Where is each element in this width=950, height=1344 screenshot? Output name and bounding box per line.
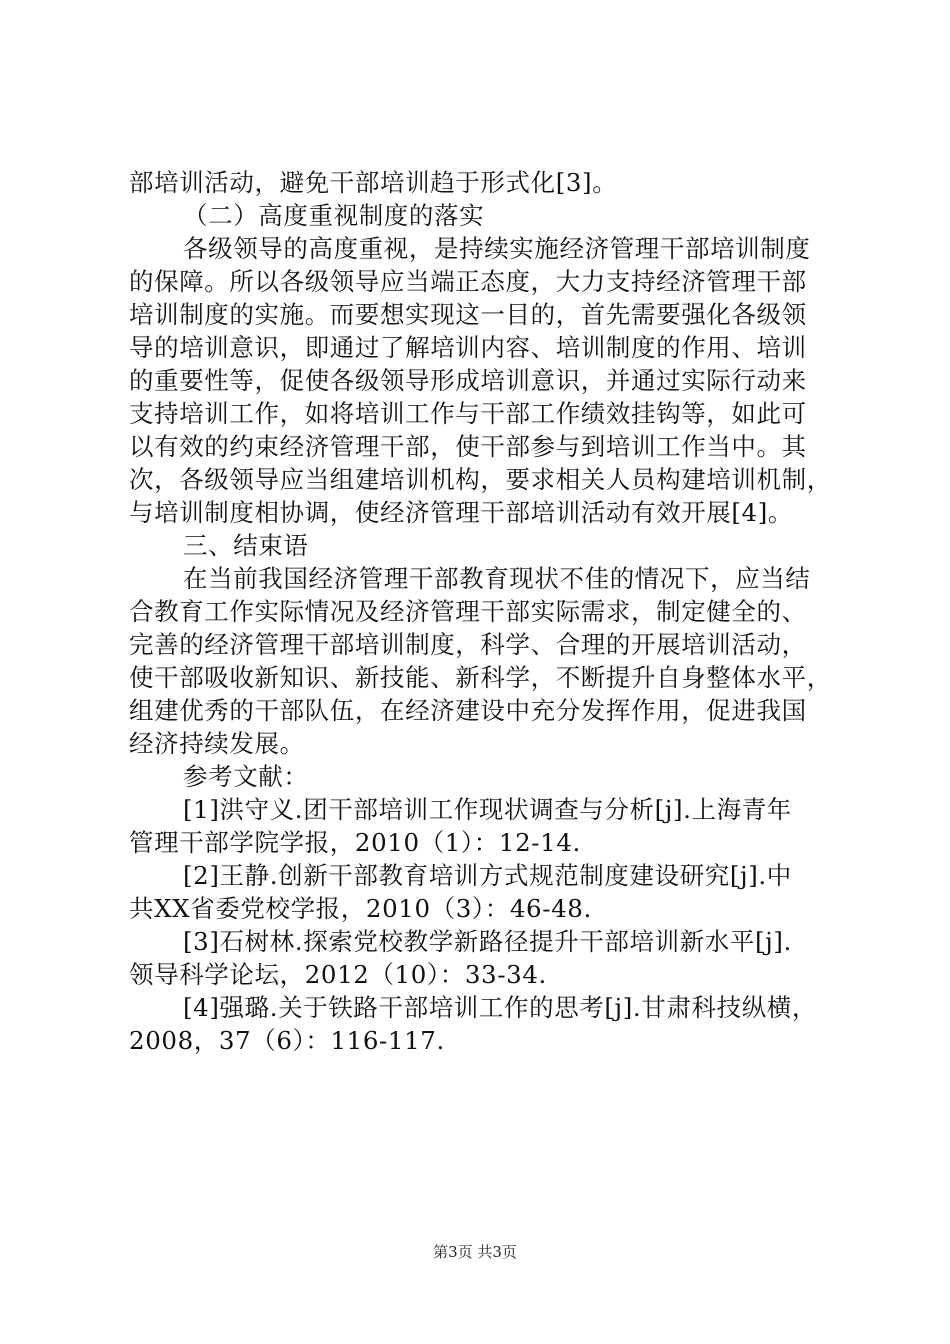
body-line: 组建优秀的干部队伍，在经济建设中充分发挥作用，促进我国 [129, 696, 807, 725]
body-line: 培训制度的实施。而要想实现这一目的，首先需要强化各级领 [129, 300, 807, 329]
body-line: 与培训制度相协调，使经济管理干部培训活动有效开展[4]。 [129, 498, 794, 527]
body-line: 的重要性等，促使各级领导形成培训意识，并通过实际行动来 [129, 366, 807, 395]
body-line: 次，各级领导应当组建培训机构，要求相关人员构建培训机制， [129, 465, 832, 494]
body-line: 的保障。所以各级领导应当端正态度，大力支持经济管理干部 [129, 267, 807, 296]
reference-line: [4]强璐.关于铁路干部培训工作的思考[j].甘肃科技纵横， [183, 993, 817, 1022]
body-line: 各级领导的高度重视，是持续实施经济管理干部培训制度 [183, 234, 811, 263]
body-line: 经济持续发展。 [129, 729, 305, 758]
section-heading: （二）高度重视制度的落实 [183, 201, 485, 230]
body-line: 导的培训意识，即通过了解培训内容、培训制度的作用、培训 [129, 333, 807, 362]
body-line: 使干部吸收新知识、新技能、新科学，不断提升自身整体水平， [129, 663, 832, 692]
body-line: 在当前我国经济管理干部教育现状不佳的情况下，应当结 [183, 564, 811, 593]
body-line: 部培训活动，避免干部培训趋于形式化[3]。 [129, 168, 618, 197]
reference-line: 共XX省委党校学报，2010（3）：46-48. [129, 894, 592, 923]
body-line: 完善的经济管理干部培训制度，科学、合理的开展培训活动， [129, 630, 807, 659]
reference-line: [2]王静.创新干部教育培训方式规范制度建设研究[j].中 [183, 861, 792, 890]
reference-line: 管理干部学院学报，2010（1）：12-14. [129, 828, 581, 857]
page-number-footer: 第3页 共3页 [433, 1243, 517, 1261]
reference-line: 领导科学论坛，2012（10）：33-34. [129, 960, 547, 989]
document-body [129, 166, 832, 1057]
reference-line: [3]石树林.探索党校教学新路径提升干部培训新水平[j]. [183, 927, 792, 956]
body-line: 以有效的约束经济管理干部，使干部参与到培训工作当中。其 [129, 432, 807, 461]
section-heading: 三、结束语 [183, 531, 309, 560]
body-line: 合教育工作实际情况及经济管理干部实际需求，制定健全的、 [129, 597, 807, 626]
reference-line: [1]洪守义.团干部培训工作现状调查与分析[j].上海青年 [183, 795, 792, 824]
reference-line: 2008，37（6）：116-117. [129, 1026, 445, 1055]
body-line: 支持培训工作，如将培训工作与干部工作绩效挂钩等，如此可 [129, 399, 807, 428]
references-heading: 参考文献： [183, 762, 309, 791]
